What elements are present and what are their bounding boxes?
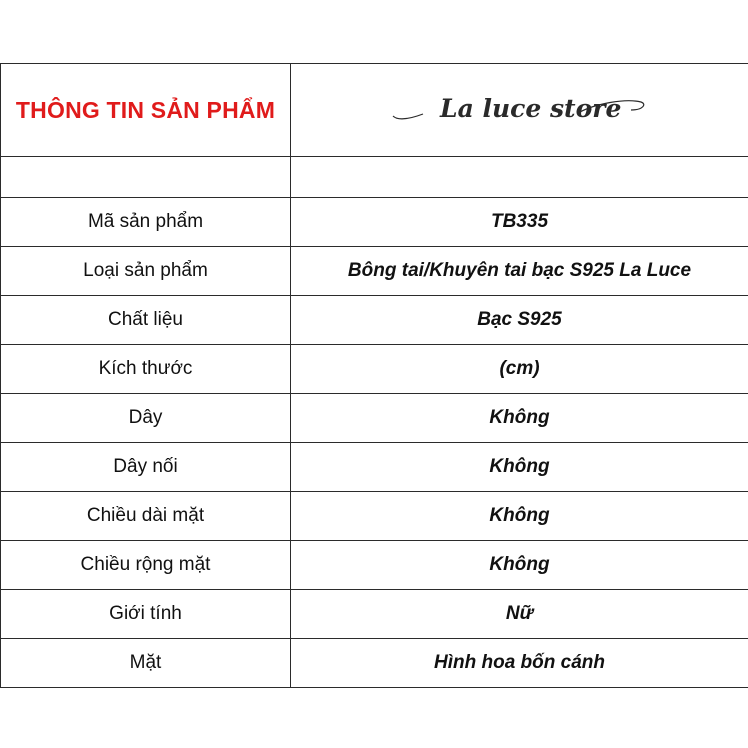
header-title-cell <box>1 64 291 157</box>
row-label: Mã sản phẩm <box>1 198 291 247</box>
blank-cell-left <box>1 157 291 198</box>
table-row <box>1 345 748 394</box>
product-info-table <box>0 63 748 688</box>
header-row <box>1 64 748 157</box>
row-label: Dây nối <box>1 443 291 492</box>
row-value: Không <box>291 394 748 443</box>
row-label: Chiều rộng mặt <box>1 541 291 590</box>
row-value: Không <box>291 492 748 541</box>
brand-logo-text: La luce store <box>439 94 621 123</box>
row-value: Không <box>291 541 748 590</box>
row-value: Bạc S925 <box>291 296 748 345</box>
row-value: Không <box>291 443 748 492</box>
row-label: Chiều dài mặt <box>1 492 291 541</box>
row-label: Loại sản phẩm <box>1 247 291 296</box>
table-row <box>1 590 748 639</box>
table-row <box>1 492 748 541</box>
row-label: Mặt <box>1 639 291 688</box>
blank-row <box>1 157 748 198</box>
table-row <box>1 394 748 443</box>
row-label: Kích thước <box>1 345 291 394</box>
row-value: (cm) <box>291 345 748 394</box>
row-label: Dây <box>1 394 291 443</box>
brand-logo <box>385 90 655 130</box>
row-value: Hình hoa bốn cánh <box>291 639 748 688</box>
row-value: Nữ <box>291 590 748 639</box>
table-row <box>1 639 748 688</box>
blank-cell-right <box>291 157 748 198</box>
row-value: TB335 <box>291 198 748 247</box>
table-row <box>1 443 748 492</box>
header-title: THÔNG TIN SẢN PHẨM <box>15 96 276 123</box>
row-value: Bông tai/Khuyên tai bạc S925 La Luce <box>291 247 748 296</box>
table-row <box>1 198 748 247</box>
table-row <box>1 541 748 590</box>
table-row <box>1 247 748 296</box>
row-label: Chất liệu <box>1 296 291 345</box>
table-row <box>1 296 748 345</box>
row-label: Giới tính <box>1 590 291 639</box>
brand-logo-cell <box>291 64 748 157</box>
